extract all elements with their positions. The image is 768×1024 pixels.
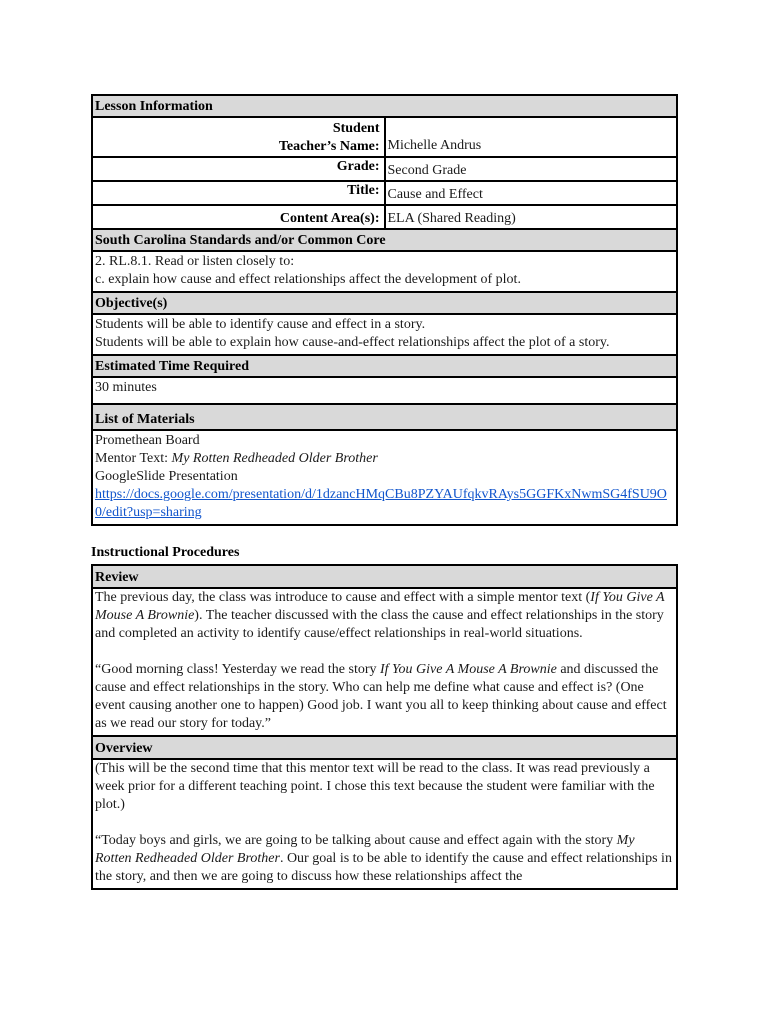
overview-body	[92, 759, 677, 889]
student-teacher-row	[92, 117, 677, 157]
standards-body-row	[92, 251, 677, 292]
title-value: Cause and Effect	[385, 181, 678, 205]
objectives-body-row	[92, 314, 677, 355]
material-item-1: Promethean Board	[95, 433, 200, 448]
standards-header: South Carolina Standards and/or Common Core	[92, 229, 677, 251]
review-p1-book-title: If You Give A Mouse A Brownie	[95, 590, 665, 623]
grade-value: Second Grade	[385, 157, 678, 181]
review-p2-book-title: If You Give A Mouse A Brownie	[380, 662, 557, 677]
time-header-row	[92, 355, 677, 377]
paragraph-spacer	[95, 643, 674, 661]
materials-body	[92, 430, 677, 525]
review-header-row	[92, 565, 677, 588]
overview-body-row	[92, 759, 677, 889]
lesson-information-table	[91, 94, 678, 526]
title-label: Title:	[92, 181, 385, 205]
objective-line-1: Students will be able to identify cause and effect in a story.	[95, 317, 426, 332]
overview-p2-book-title: My Rotten Redheaded Older Brother	[95, 833, 635, 866]
overview-paragraph-2	[95, 832, 674, 886]
lesson-information-header-row	[92, 95, 677, 117]
material-item-2-title: My Rotten Redheaded Older Brother	[171, 451, 378, 466]
standards-header-row	[92, 229, 677, 251]
standards-line-2: c. explain how cause and effect relationships affect the development of plot.	[95, 272, 521, 287]
material-item-2	[95, 450, 674, 468]
objectives-header-row	[92, 292, 677, 314]
student-label-line2: Teacher’s Name:	[278, 139, 380, 154]
title-row	[92, 181, 677, 205]
overview-header-row	[92, 736, 677, 759]
review-p1-text-b: ). The teacher discussed with the class the cause and effect relationships in the story and completed an activity to identify cause/effect relationships in real-world situations.	[95, 608, 664, 641]
time-value: 30 minutes	[92, 377, 677, 404]
standards-body	[92, 251, 677, 292]
content-area-value: ELA (Shared Reading)	[385, 205, 678, 229]
lesson-plan-document	[91, 94, 678, 890]
overview-p2-text-a: “Today boys and girls, we are going to be talking about cause and effect again with the story	[95, 833, 617, 848]
material-item-2-prefix: Mentor Text:	[95, 451, 172, 466]
content-area-label: Content Area(s):	[92, 205, 385, 229]
materials-body-row	[92, 430, 677, 525]
instructional-procedures-table	[91, 564, 678, 890]
review-paragraph-2	[95, 661, 674, 733]
materials-header: List of Materials	[92, 404, 677, 430]
time-header: Estimated Time Required	[92, 355, 677, 377]
review-p1-text-a: The previous day, the class was introduce to cause and effect with a simple mentor text (	[95, 590, 591, 605]
overview-p2-text-b: . Our goal is to be able to identify the cause and effect relationships in the story, and then we are going to discuss how these relationships affect the	[95, 851, 672, 884]
review-paragraph-1	[95, 589, 674, 643]
objective-line-2: Students will be able to explain how cause-and-effect relationships affect the plot of a story.	[95, 335, 610, 350]
grade-label: Grade:	[92, 157, 385, 181]
review-p2-text-b: and discussed the cause and effect relationships in the story. Who can help me define what cause and effect is? (One event causing another one to happen) Good job. I want you all to keep thinking about cause and effect as we read our story for today.”	[95, 662, 667, 731]
student-label-line1: Student	[332, 121, 380, 136]
objectives-body	[92, 314, 677, 355]
student-teacher-label	[92, 117, 385, 157]
instructional-procedures-title: Instructional Procedures	[91, 545, 240, 560]
review-p2-text-a: “Good morning class! Yesterday we read the story	[95, 662, 380, 677]
presentation-link[interactable]: https://docs.google.com/presentation/d/1dzancHMqCBu8PZYAUfqkvRAys5GGFKxNwmSG4fSU9O0/edit?usp=sharing	[95, 487, 667, 520]
review-body	[92, 588, 677, 736]
lesson-information-header: Lesson Information	[92, 95, 677, 117]
review-header: Review	[92, 565, 677, 588]
content-area-row	[92, 205, 677, 229]
standards-line-1: 2. RL.8.1. Read or listen closely to:	[95, 254, 295, 269]
material-item-3: GoogleSlide Presentation	[95, 469, 238, 484]
overview-paragraph-1: (This will be the second time that this mentor text will be read to the class. It was read previously a week prior for a different teaching point. I chose this text because the student were familiar with the plot.)	[95, 761, 655, 812]
student-teacher-value: Michelle Andrus	[385, 117, 678, 157]
grade-row	[92, 157, 677, 181]
review-body-row	[92, 588, 677, 736]
paragraph-spacer	[95, 814, 674, 832]
objectives-header: Objective(s)	[92, 292, 677, 314]
overview-header: Overview	[92, 736, 677, 759]
time-body-row	[92, 377, 677, 404]
materials-header-row	[92, 404, 677, 430]
